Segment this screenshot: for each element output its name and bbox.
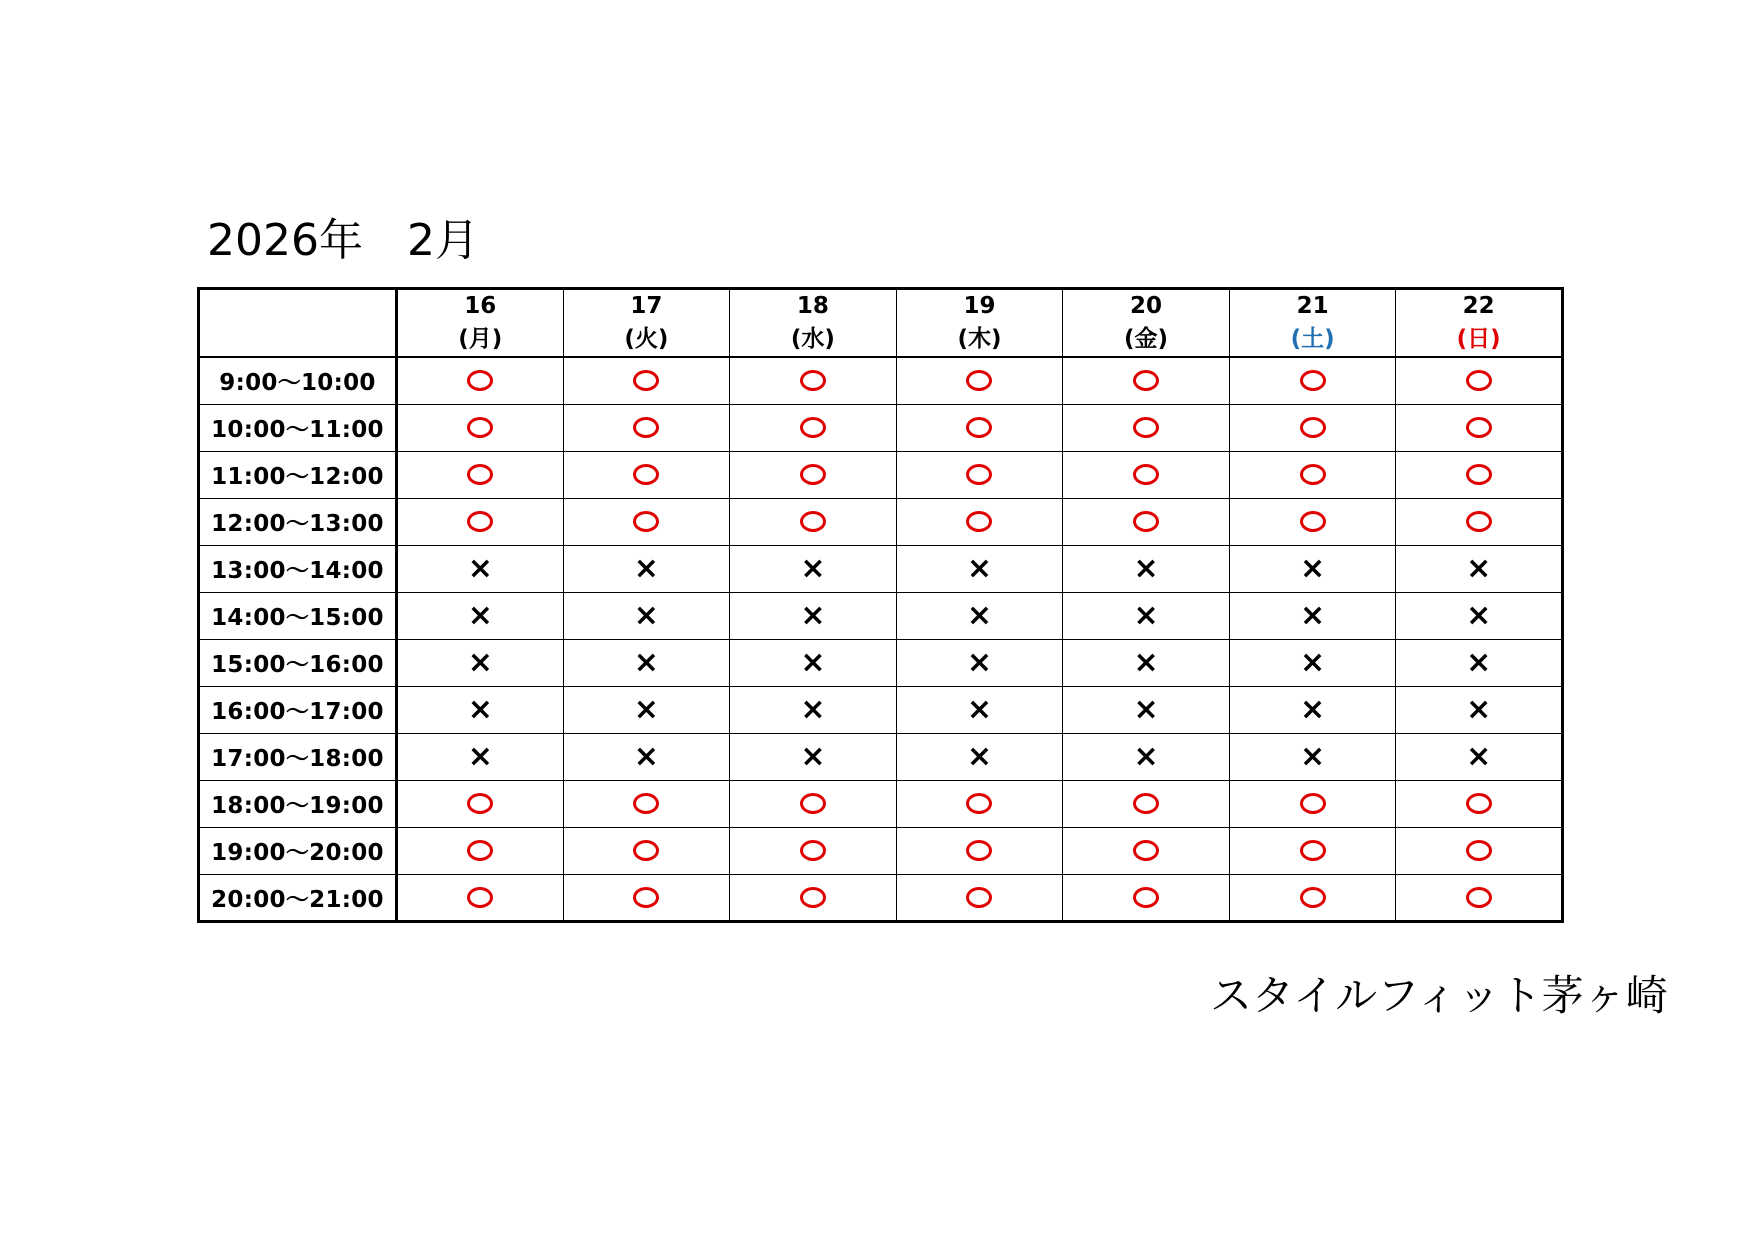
unavailable-cross-icon: × xyxy=(1300,597,1326,633)
availability-cell xyxy=(1063,827,1230,874)
day-date: 22 xyxy=(1462,293,1495,319)
availability-cell xyxy=(1396,451,1563,498)
day-date: 20 xyxy=(1130,293,1163,319)
unavailable-cross-icon: × xyxy=(1133,644,1159,680)
availability-cell xyxy=(563,404,730,451)
availability-cell xyxy=(563,592,730,639)
available-circle-icon xyxy=(1133,370,1159,391)
availability-cell xyxy=(1229,639,1396,686)
table-row xyxy=(199,780,1563,827)
availability-cell xyxy=(730,357,897,404)
day-weekday: (水) xyxy=(790,326,835,352)
unavailable-cross-icon: × xyxy=(800,644,826,680)
availability-cell xyxy=(563,874,730,921)
unavailable-cross-icon: × xyxy=(966,738,993,774)
availability-cell xyxy=(1396,874,1563,921)
day-header xyxy=(730,289,897,358)
availability-cell xyxy=(397,451,564,498)
time-slot-label: 13:00～14:00 xyxy=(199,545,397,592)
unavailable-cross-icon: × xyxy=(633,738,659,774)
table-row xyxy=(199,404,1563,451)
day-header xyxy=(397,289,564,358)
available-circle-icon xyxy=(966,511,992,532)
availability-cell xyxy=(1396,357,1563,404)
available-circle-icon xyxy=(1133,417,1159,438)
available-circle-icon xyxy=(633,417,659,438)
available-circle-icon xyxy=(800,887,826,908)
availability-cell xyxy=(1396,592,1563,639)
day-weekday: (金) xyxy=(1124,326,1169,352)
available-circle-icon xyxy=(800,464,826,485)
unavailable-cross-icon: × xyxy=(1466,597,1492,633)
availability-cell xyxy=(896,733,1063,780)
day-date: 18 xyxy=(796,293,829,319)
table-row xyxy=(199,686,1563,733)
availability-cell xyxy=(896,545,1063,592)
availability-cell xyxy=(1063,357,1230,404)
availability-cell xyxy=(896,357,1063,404)
available-circle-icon xyxy=(633,370,659,391)
availability-cell xyxy=(397,357,564,404)
time-slot-label: 10:00～11:00 xyxy=(199,404,397,451)
availability-cell xyxy=(1396,404,1563,451)
availability-cell xyxy=(1229,404,1396,451)
unavailable-cross-icon: × xyxy=(633,550,659,586)
availability-cell xyxy=(563,780,730,827)
availability-cell xyxy=(397,780,564,827)
unavailable-cross-icon: × xyxy=(633,644,659,680)
availability-cell xyxy=(1229,686,1396,733)
unavailable-cross-icon: × xyxy=(1466,550,1492,586)
unavailable-cross-icon: × xyxy=(467,597,493,633)
availability-cell xyxy=(1063,733,1230,780)
unavailable-cross-icon: × xyxy=(467,738,493,774)
availability-cell xyxy=(730,780,897,827)
availability-cell xyxy=(563,686,730,733)
availability-cell xyxy=(730,733,897,780)
availability-cell xyxy=(563,733,730,780)
availability-cell xyxy=(1229,733,1396,780)
unavailable-cross-icon: × xyxy=(633,691,659,727)
table-row xyxy=(199,827,1563,874)
available-circle-icon xyxy=(1133,511,1159,532)
availability-cell xyxy=(896,639,1063,686)
availability-cell xyxy=(730,827,897,874)
availability-cell xyxy=(896,451,1063,498)
availability-cell xyxy=(1229,592,1396,639)
available-circle-icon xyxy=(966,417,992,438)
table-row xyxy=(199,357,1563,404)
time-slot-label: 15:00～16:00 xyxy=(199,639,397,686)
availability-cell xyxy=(1063,874,1230,921)
available-circle-icon xyxy=(1466,840,1492,861)
corner-cell xyxy=(199,289,397,358)
availability-cell xyxy=(563,498,730,545)
unavailable-cross-icon: × xyxy=(1133,691,1159,727)
time-slot-label: 20:00～21:00 xyxy=(199,874,397,921)
availability-cell xyxy=(1063,639,1230,686)
table-row xyxy=(199,639,1563,686)
available-circle-icon xyxy=(467,793,493,814)
availability-cell xyxy=(1396,545,1563,592)
day-header xyxy=(896,289,1063,358)
availability-cell xyxy=(1396,733,1563,780)
availability-cell xyxy=(1229,498,1396,545)
unavailable-cross-icon: × xyxy=(1466,738,1492,774)
available-circle-icon xyxy=(1466,464,1492,485)
available-circle-icon xyxy=(1300,417,1326,438)
availability-cell xyxy=(896,827,1063,874)
day-date: 16 xyxy=(464,293,497,319)
day-weekday: (木) xyxy=(957,326,1002,352)
available-circle-icon xyxy=(467,840,493,861)
available-circle-icon xyxy=(633,464,659,485)
studio-name: スタイルフィット茅ヶ崎 xyxy=(1210,971,1668,1020)
available-circle-icon xyxy=(800,793,826,814)
header-row xyxy=(199,289,1563,358)
available-circle-icon xyxy=(1133,464,1159,485)
availability-cell xyxy=(397,545,564,592)
available-circle-icon xyxy=(966,887,992,908)
availability-cell xyxy=(397,733,564,780)
unavailable-cross-icon: × xyxy=(633,597,659,633)
available-circle-icon xyxy=(467,511,493,532)
day-weekday: (火) xyxy=(624,326,669,352)
unavailable-cross-icon: × xyxy=(966,644,993,680)
available-circle-icon xyxy=(467,417,493,438)
availability-cell xyxy=(1229,357,1396,404)
unavailable-cross-icon: × xyxy=(1300,550,1326,586)
unavailable-cross-icon: × xyxy=(1133,550,1159,586)
time-slot-label: 14:00～15:00 xyxy=(199,592,397,639)
table-body xyxy=(199,357,1563,921)
available-circle-icon xyxy=(800,370,826,391)
time-slot-label: 18:00～19:00 xyxy=(199,780,397,827)
day-header xyxy=(1396,289,1563,358)
unavailable-cross-icon: × xyxy=(800,597,826,633)
unavailable-cross-icon: × xyxy=(467,550,493,586)
availability-cell xyxy=(1063,592,1230,639)
availability-cell xyxy=(730,592,897,639)
table-row xyxy=(199,498,1563,545)
unavailable-cross-icon: × xyxy=(966,597,993,633)
availability-cell xyxy=(1396,780,1563,827)
availability-table xyxy=(197,287,1564,923)
available-circle-icon xyxy=(1300,464,1326,485)
time-slot-label: 11:00～12:00 xyxy=(199,451,397,498)
availability-cell xyxy=(397,686,564,733)
available-circle-icon xyxy=(1300,887,1326,908)
availability-cell xyxy=(563,639,730,686)
unavailable-cross-icon: × xyxy=(800,550,826,586)
availability-cell xyxy=(563,451,730,498)
unavailable-cross-icon: × xyxy=(1300,691,1326,727)
availability-cell xyxy=(1229,451,1396,498)
available-circle-icon xyxy=(1466,511,1492,532)
availability-cell xyxy=(896,592,1063,639)
day-date: 21 xyxy=(1296,293,1329,319)
availability-cell xyxy=(1396,827,1563,874)
day-date: 19 xyxy=(963,293,996,319)
availability-cell xyxy=(1063,498,1230,545)
available-circle-icon xyxy=(633,793,659,814)
time-slot-label: 19:00～20:00 xyxy=(199,827,397,874)
page-title: 2026年 2月 xyxy=(207,215,479,266)
unavailable-cross-icon: × xyxy=(1133,738,1159,774)
table-row xyxy=(199,545,1563,592)
available-circle-icon xyxy=(966,793,992,814)
available-circle-icon xyxy=(966,370,992,391)
time-slot-label: 12:00～13:00 xyxy=(199,498,397,545)
availability-cell xyxy=(730,404,897,451)
unavailable-cross-icon: × xyxy=(1466,644,1492,680)
table-row xyxy=(199,592,1563,639)
available-circle-icon xyxy=(1300,370,1326,391)
unavailable-cross-icon: × xyxy=(467,644,493,680)
day-date: 17 xyxy=(630,293,663,319)
available-circle-icon xyxy=(1466,793,1492,814)
availability-cell xyxy=(1396,639,1563,686)
availability-cell xyxy=(1396,498,1563,545)
availability-cell xyxy=(1063,686,1230,733)
unavailable-cross-icon: × xyxy=(1133,597,1159,633)
availability-cell xyxy=(1229,827,1396,874)
available-circle-icon xyxy=(1133,793,1159,814)
time-slot-label: 9:00～10:00 xyxy=(199,357,397,404)
available-circle-icon xyxy=(1133,840,1159,861)
unavailable-cross-icon: × xyxy=(966,550,993,586)
available-circle-icon xyxy=(633,511,659,532)
unavailable-cross-icon: × xyxy=(467,691,493,727)
availability-cell xyxy=(397,827,564,874)
availability-cell xyxy=(397,498,564,545)
availability-cell xyxy=(1063,451,1230,498)
availability-cell xyxy=(1396,686,1563,733)
available-circle-icon xyxy=(633,887,659,908)
day-header xyxy=(1063,289,1230,358)
unavailable-cross-icon: × xyxy=(966,691,993,727)
available-circle-icon xyxy=(467,370,493,391)
day-weekday: (土) xyxy=(1290,326,1335,352)
unavailable-cross-icon: × xyxy=(800,738,826,774)
availability-cell xyxy=(896,874,1063,921)
availability-cell xyxy=(563,357,730,404)
available-circle-icon xyxy=(1133,887,1159,908)
availability-cell xyxy=(1063,545,1230,592)
available-circle-icon xyxy=(1300,840,1326,861)
available-circle-icon xyxy=(633,840,659,861)
availability-cell xyxy=(563,827,730,874)
available-circle-icon xyxy=(467,464,493,485)
availability-cell xyxy=(730,874,897,921)
availability-cell xyxy=(397,639,564,686)
available-circle-icon xyxy=(966,464,992,485)
availability-cell xyxy=(1229,545,1396,592)
availability-cell xyxy=(397,404,564,451)
availability-cell xyxy=(730,545,897,592)
availability-cell xyxy=(730,498,897,545)
day-header xyxy=(1229,289,1396,358)
availability-cell xyxy=(730,451,897,498)
day-weekday: (日) xyxy=(1456,326,1501,352)
availability-cell xyxy=(896,498,1063,545)
availability-cell xyxy=(1063,780,1230,827)
availability-cell xyxy=(397,592,564,639)
available-circle-icon xyxy=(966,840,992,861)
availability-cell xyxy=(896,404,1063,451)
available-circle-icon xyxy=(800,417,826,438)
available-circle-icon xyxy=(1466,370,1492,391)
available-circle-icon xyxy=(1300,511,1326,532)
availability-cell xyxy=(1229,780,1396,827)
time-slot-label: 16:00～17:00 xyxy=(199,686,397,733)
availability-cell xyxy=(563,545,730,592)
available-circle-icon xyxy=(800,840,826,861)
available-circle-icon xyxy=(1466,887,1492,908)
table-row xyxy=(199,874,1563,921)
table-row xyxy=(199,451,1563,498)
availability-cell xyxy=(730,639,897,686)
day-weekday: (月) xyxy=(458,326,503,352)
availability-cell xyxy=(1063,404,1230,451)
available-circle-icon xyxy=(467,887,493,908)
unavailable-cross-icon: × xyxy=(1466,691,1492,727)
availability-cell xyxy=(1229,874,1396,921)
available-circle-icon xyxy=(800,511,826,532)
availability-cell xyxy=(896,780,1063,827)
time-slot-label: 17:00～18:00 xyxy=(199,733,397,780)
unavailable-cross-icon: × xyxy=(1300,738,1326,774)
day-header xyxy=(563,289,730,358)
available-circle-icon xyxy=(1466,417,1492,438)
unavailable-cross-icon: × xyxy=(800,691,826,727)
availability-cell xyxy=(896,686,1063,733)
table-row xyxy=(199,733,1563,780)
available-circle-icon xyxy=(1300,793,1326,814)
availability-cell xyxy=(730,686,897,733)
availability-cell xyxy=(397,874,564,921)
unavailable-cross-icon: × xyxy=(1300,644,1326,680)
